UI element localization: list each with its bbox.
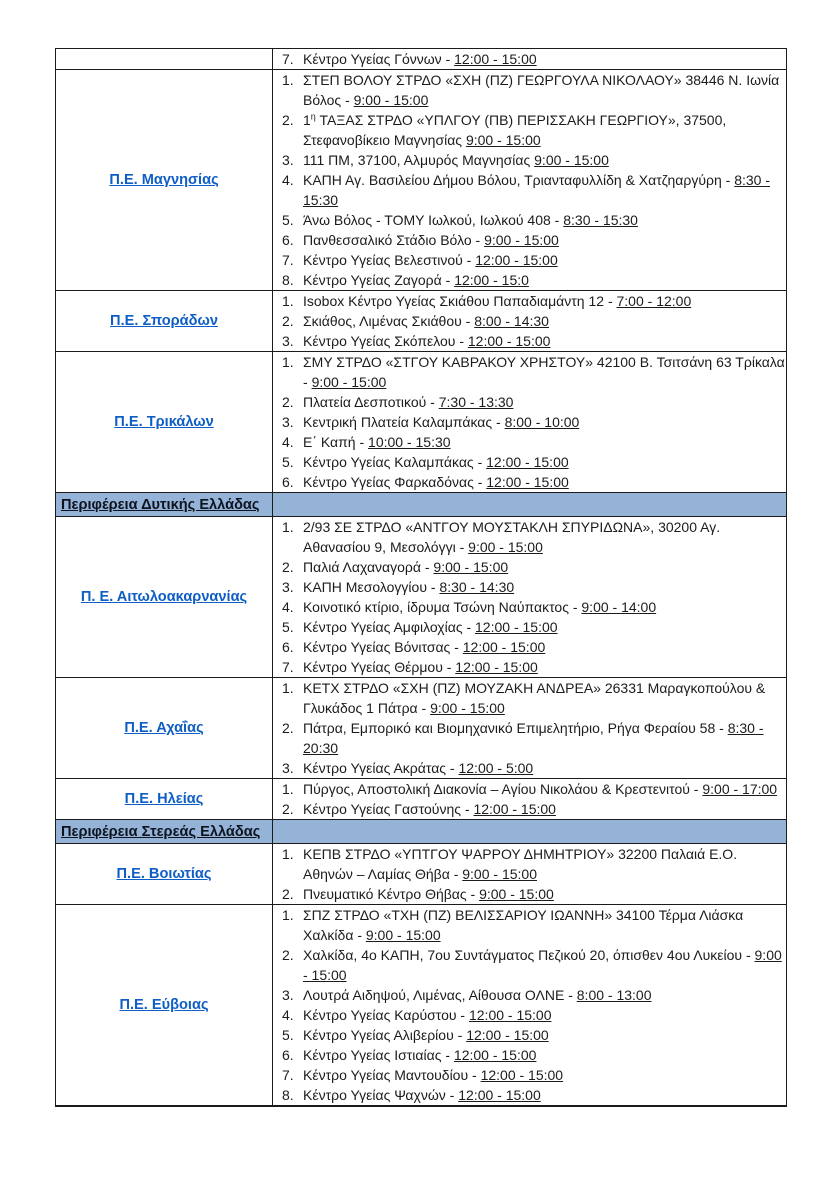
- location-item: [273, 392, 786, 412]
- location-text: ΣΜΥ ΣΤΡΔΟ «ΣΤΓΟΥ ΚΑΒΡΑΚΟΥ ΧΡΗΣΤΟΥ» 42100 Β. Τσιτσάνη 63 Τρίκαλα -: [303, 354, 785, 390]
- region-row: [56, 70, 787, 291]
- section-header-cell: [56, 820, 273, 844]
- location-item: [273, 291, 786, 311]
- item-number: 2.: [282, 886, 294, 902]
- item-number: 4.: [282, 434, 294, 450]
- item-number: 1.: [282, 354, 294, 370]
- item-number: 5.: [282, 619, 294, 635]
- location-text: Ε΄ Καπή -: [303, 434, 369, 450]
- location-text: Άνω Βόλος - ΤΟΜΥ Ιωλκού, Ιωλκού 408 -: [303, 212, 564, 228]
- item-number: 8.: [282, 272, 294, 288]
- time-range: 8:30 - 15:30: [563, 212, 638, 228]
- location-item: [273, 577, 786, 597]
- item-number: 6.: [282, 232, 294, 248]
- locations-cell: [273, 352, 787, 493]
- item-number: 7.: [282, 252, 294, 268]
- time-range: 12:00 - 15:00: [480, 1067, 564, 1083]
- region-label-link[interactable]: Π.Ε. Αχαΐας: [124, 720, 204, 736]
- locations-cell: [273, 49, 787, 70]
- region-row: [56, 678, 787, 779]
- location-text: ΚΑΠΗ Μεσολογγίου -: [303, 579, 440, 595]
- region-label-link[interactable]: Π.Ε. Σποράδων: [110, 313, 218, 329]
- item-number: 4.: [282, 599, 294, 615]
- time-range: 9:00 - 15:00: [311, 374, 387, 390]
- region-label-link[interactable]: Π.Ε. Εύβοιας: [119, 997, 209, 1013]
- location-text: Κέντρο Υγείας Γόννων -: [303, 51, 455, 67]
- time-range: 12:00 - 15:00: [486, 454, 569, 470]
- item-number: 6.: [282, 639, 294, 655]
- region-label-link[interactable]: Π.Ε. Τρικάλων: [114, 414, 214, 430]
- item-number: 5.: [282, 454, 294, 470]
- item-text: [303, 331, 786, 351]
- time-range: 12:00 - 15:0: [454, 272, 529, 288]
- location-text: Κέντρο Υγείας Θέρμου -: [303, 659, 456, 675]
- region-cell: [56, 678, 273, 779]
- region-label-link[interactable]: Π. Ε. Αιτωλοακαρνανίας: [80, 589, 248, 605]
- location-text: Κοινοτικό κτίριο, ίδρυμα Τσώνη Ναύπακτος -: [303, 599, 582, 615]
- time-range: 9:00 - 15:00: [468, 539, 543, 555]
- item-text: [303, 844, 786, 884]
- location-text: Κέντρο Υγείας Αμφιλοχίας -: [303, 619, 476, 635]
- location-text: ΣΤΕΠ ΒΟΛΟΥ ΣΤΡΔΟ «ΣΧΗ (ΠΖ) ΓΕΩΡΓΟΥΛΑ ΝΙΚΟΛΑΟΥ» 38446 Ν. Ιωνία Βόλος -: [303, 72, 780, 108]
- location-item: [273, 352, 786, 392]
- time-range: 9:00 - 15:00: [462, 866, 537, 882]
- item-number: 2.: [282, 559, 294, 575]
- time-range: 9:00 - 15:00: [534, 152, 609, 168]
- item-number: 3.: [282, 152, 294, 168]
- location-text: Παλιά Λαχαναγορά -: [303, 559, 434, 575]
- region-row: [56, 352, 787, 493]
- location-text: ΚΕΠΒ ΣΤΡΔΟ «ΥΠΤΓΟΥ ΨΑΡΡΟΥ ΔΗΜΗΤΡΙΟΥ» 32200 Παλαιά Ε.Ο. Αθηνών – Λαμίας Θήβα -: [303, 846, 738, 882]
- location-text: Κέντρο Υγείας Βελεστινού -: [303, 252, 476, 268]
- location-item: [273, 311, 786, 331]
- location-text: Κέντρο Υγείας Καρύστου -: [303, 1007, 469, 1023]
- location-text: Λουτρά Αιδηψού, Λιμένας, Αίθουσα ΟΛΝΕ -: [303, 987, 577, 1003]
- region-cell: [56, 779, 273, 820]
- time-range: 9:00 - 15:00: [303, 947, 782, 983]
- item-text: [303, 49, 786, 69]
- location-text: Κέντρο Υγείας Ψαχνών -: [303, 1087, 459, 1103]
- locations-cell: [273, 844, 787, 905]
- item-number: 1.: [282, 519, 294, 535]
- item-text: [303, 291, 786, 311]
- region-cell: [56, 844, 273, 905]
- time-range: 9:00 - 14:00: [581, 599, 657, 615]
- locations-cell: [273, 517, 787, 678]
- item-number: 3.: [282, 987, 294, 1003]
- item-number: 2.: [282, 947, 294, 963]
- location-item: [273, 1045, 786, 1065]
- section-header-row: [56, 493, 787, 517]
- region-row: [56, 517, 787, 678]
- location-text: 111 ΠΜ, 37100, Αλμυρός Μαγνησίας: [303, 152, 535, 168]
- time-range: 8:00 - 13:00: [576, 987, 652, 1003]
- locations-cell: [273, 291, 787, 352]
- region-cell: [56, 291, 273, 352]
- location-item: [273, 270, 786, 290]
- item-number: 3.: [282, 760, 294, 776]
- location-item: [273, 945, 786, 985]
- item-number: 6.: [282, 474, 294, 490]
- item-text: [303, 799, 786, 819]
- region-label-link[interactable]: Π.Ε. Βοιωτίας: [116, 866, 212, 882]
- item-text: [303, 432, 786, 452]
- item-text: [303, 617, 786, 637]
- region-row: [56, 905, 787, 1107]
- location-item: [273, 657, 786, 677]
- time-range: 12:00 - 15:00: [455, 659, 538, 675]
- location-text: Πανθεσσαλικό Στάδιο Βόλο -: [303, 232, 485, 248]
- time-range: 9:00 - 15:00: [433, 559, 509, 575]
- location-text: Isobox Κέντρο Υγείας Σκιάθου Παπαδιαμάντη 12 -: [303, 293, 617, 309]
- item-number: 7.: [282, 51, 294, 67]
- location-text: Κέντρο Υγείας Ζαγορά -: [303, 272, 455, 288]
- time-range: 8:30 - 14:30: [439, 579, 515, 595]
- location-item: [273, 1065, 786, 1085]
- location-item: [273, 799, 786, 819]
- time-range: 9:00 - 15:00: [484, 232, 559, 248]
- time-range: 12:00 - 15:00: [473, 801, 556, 817]
- item-number: 2.: [282, 313, 294, 329]
- location-text: 2/93 ΣΕ ΣΤΡΔΟ «ΑΝΤΓΟΥ ΜΟΥΣΤΑΚΛΗ ΣΠΥΡΙΔΩΝΑ», 30200 Αγ. Αθανασίου 9, Μεσολόγγι -: [303, 519, 721, 555]
- item-number: 2.: [282, 801, 294, 817]
- item-text: [303, 1025, 786, 1045]
- item-text: [303, 392, 786, 412]
- item-text: [303, 758, 786, 778]
- region-cell: [56, 352, 273, 493]
- location-text: Πάτρα, Εμπορικό και Βιομηχανικό Επιμελητήριο, Ρήγα Φεραίου 58 -: [303, 720, 728, 736]
- location-item: [273, 331, 786, 351]
- item-text: [303, 210, 786, 230]
- location-item: [273, 432, 786, 452]
- item-text: [303, 70, 786, 110]
- item-text: [303, 1045, 786, 1065]
- location-item: [273, 905, 786, 945]
- time-range: 12:00 - 15:00: [475, 619, 558, 635]
- item-text: [303, 170, 786, 210]
- locations-cell: [273, 678, 787, 779]
- item-number: 1.: [282, 293, 294, 309]
- location-text: Κέντρο Υγείας Μαντουδίου -: [303, 1067, 481, 1083]
- location-text: Σκιάθος, Λιμένας Σκιάθου -: [303, 313, 475, 329]
- item-text: [303, 557, 786, 577]
- item-text: [303, 452, 786, 472]
- location-text: Κέντρο Υγείας Φαρκαδόνας -: [303, 474, 487, 490]
- item-number: 4.: [282, 172, 294, 188]
- item-number: 7.: [282, 1067, 294, 1083]
- locations-cell: [273, 905, 787, 1107]
- item-number: 2.: [282, 394, 294, 410]
- item-number: 5.: [282, 212, 294, 228]
- location-text: Κεντρική Πλατεία Καλαμπάκας -: [303, 414, 505, 430]
- time-range: 7:00 - 12:00: [616, 293, 692, 309]
- location-text: ΤΑΞΑΣ ΣΤΡΔΟ «ΥΠΛΓΟΥ (ΠΒ) ΠΕΡΙΣΣΑΚΗ ΓΕΩΡΓΙΟΥ», 37500, Στεφανοβίκειο Μαγνησίας: [303, 112, 727, 148]
- location-item: [273, 110, 786, 150]
- time-range: 12:00 - 5:00: [458, 760, 534, 776]
- location-text: Κέντρο Υγείας Ακράτας -: [303, 760, 459, 776]
- location-text: Κέντρο Υγείας Βόνιτσας -: [303, 639, 463, 655]
- region-cell: [56, 49, 273, 70]
- item-text: [303, 110, 786, 150]
- item-number: 4.: [282, 1007, 294, 1023]
- time-range: 9:00 - 17:00: [702, 781, 778, 797]
- time-range: 9:00 - 15:00: [365, 927, 441, 943]
- schedule-table-body: [56, 49, 787, 1107]
- location-text: Κέντρο Υγείας Καλαμπάκας -: [303, 454, 487, 470]
- location-text: Κέντρο Υγείας Σκόπελου -: [303, 333, 468, 349]
- location-item: [273, 412, 786, 432]
- section-header-cell: [56, 493, 273, 517]
- item-number: 3.: [282, 414, 294, 430]
- item-text: [303, 1065, 786, 1085]
- item-text: [303, 472, 786, 492]
- locations-cell: [273, 779, 787, 820]
- time-range: 9:00 - 15:00: [430, 700, 505, 716]
- location-item: [273, 1085, 786, 1105]
- location-item: [273, 250, 786, 270]
- item-text: [303, 657, 786, 677]
- location-text: ΚΕΤΧ ΣΤΡΔΟ «ΣΧΗ (ΠΖ) ΜΟΥΖΑΚΗ ΑΝΔΡΕΑ» 26331 Μαραγκοπούλου & Γλυκάδος 1 Πάτρα -: [303, 680, 766, 716]
- location-item: [273, 678, 786, 718]
- location-item: [273, 472, 786, 492]
- item-number: 6.: [282, 1047, 294, 1063]
- item-text: [303, 352, 786, 392]
- section-header-label: Περιφέρεια Δυτικής Ελλάδας: [61, 496, 260, 513]
- time-range: 12:00 - 15:00: [458, 1087, 541, 1103]
- location-item: [273, 452, 786, 472]
- item-text: [303, 945, 786, 985]
- time-range: 12:00 - 15:00: [453, 1047, 537, 1063]
- region-cell: [56, 517, 273, 678]
- item-text: [303, 718, 786, 758]
- item-number: 8.: [282, 1087, 294, 1103]
- region-label-link[interactable]: Π.Ε. Μαγνησίας: [109, 172, 219, 188]
- superscript-text: η: [310, 111, 316, 122]
- location-item: [273, 517, 786, 557]
- item-text: [303, 270, 786, 290]
- time-range: 12:00 - 15:00: [454, 51, 537, 67]
- location-item: [273, 150, 786, 170]
- continuation-row: [56, 49, 787, 70]
- time-range: 12:00 - 15:00: [486, 474, 569, 490]
- item-text: [303, 1085, 786, 1105]
- section-header-cell-right: [273, 820, 787, 844]
- item-text: [303, 412, 786, 432]
- item-number: 3.: [282, 579, 294, 595]
- time-range: 7:30 - 13:30: [438, 394, 514, 410]
- item-text: [303, 597, 786, 617]
- location-text: Πνευματικό Κέντρο Θήβας -: [303, 886, 480, 902]
- location-text: Κέντρο Υγείας Ιστιαίας -: [303, 1047, 454, 1063]
- item-text: [303, 884, 786, 904]
- item-text: [303, 678, 786, 718]
- schedule-table: [55, 48, 787, 1107]
- location-text: Χαλκίδα, 4ο ΚΑΠΗ, 7ου Συντάγματος Πεζικού 20, όπισθεν 4ου Λυκείου -: [303, 947, 755, 963]
- time-range: 8:30 - 15:30: [303, 172, 770, 208]
- location-item: [273, 637, 786, 657]
- item-number: 5.: [282, 1027, 294, 1043]
- item-number: 1.: [282, 781, 294, 797]
- time-range: 8:30 - 20:30: [303, 720, 764, 756]
- location-text: Πύργος, Αποστολική Διακονία – Αγίου Νικολάου & Κρεστενιτού -: [303, 781, 703, 797]
- item-text: [303, 779, 786, 799]
- item-number: 2.: [282, 720, 294, 736]
- item-text: [303, 250, 786, 270]
- item-number: 3.: [282, 333, 294, 349]
- location-text: 1: [303, 112, 311, 128]
- location-item: [273, 210, 786, 230]
- item-text: [303, 517, 786, 557]
- section-header-cell-right: [273, 493, 787, 517]
- location-item: [273, 1025, 786, 1045]
- item-text: [303, 1005, 786, 1025]
- item-text: [303, 311, 786, 331]
- time-range: 9:00 - 15:00: [465, 132, 541, 148]
- location-item: [273, 985, 786, 1005]
- item-text: [303, 230, 786, 250]
- region-row: [56, 844, 787, 905]
- section-header-row: [56, 820, 787, 844]
- location-item: [273, 718, 786, 758]
- location-text: Κέντρο Υγείας Αλιβερίου -: [303, 1027, 467, 1043]
- region-label-link[interactable]: Π.Ε. Ηλείας: [124, 791, 204, 807]
- location-item: [273, 597, 786, 617]
- region-cell: [56, 905, 273, 1107]
- section-header-label: Περιφέρεια Στερεάς Ελλάδας: [61, 823, 261, 840]
- item-number: 1.: [282, 680, 294, 696]
- location-text: Κέντρο Υγείας Γαστούνης -: [303, 801, 474, 817]
- time-range: 12:00 - 15:00: [467, 333, 551, 349]
- location-item: [273, 49, 786, 69]
- time-range: 12:00 - 15:00: [466, 1027, 549, 1043]
- time-range: 9:00 - 15:00: [479, 886, 554, 902]
- location-item: [273, 758, 786, 778]
- region-row: [56, 779, 787, 820]
- time-range: 8:00 - 10:00: [504, 414, 580, 430]
- location-item: [273, 70, 786, 110]
- location-item: [273, 557, 786, 577]
- time-range: 12:00 - 15:00: [475, 252, 558, 268]
- region-row: [56, 291, 787, 352]
- time-range: 9:00 - 15:00: [353, 92, 429, 108]
- item-text: [303, 637, 786, 657]
- item-number: 2.: [282, 112, 294, 128]
- location-text: ΣΠΖ ΣΤΡΔΟ «ΤΧΗ (ΠΖ) ΒΕΛΙΣΣΑΡΙΟΥ ΙΩΑΝΝΗ» 34100 Τέρμα Λιάσκα Χαλκίδα -: [303, 907, 744, 943]
- location-item: [273, 170, 786, 210]
- location-item: [273, 884, 786, 904]
- item-text: [303, 150, 786, 170]
- locations-cell: [273, 70, 787, 291]
- item-number: 7.: [282, 659, 294, 675]
- item-number: 1.: [282, 72, 294, 88]
- location-item: [273, 617, 786, 637]
- item-text: [303, 905, 786, 945]
- time-range: 12:00 - 15:00: [462, 639, 546, 655]
- item-number: 1.: [282, 907, 294, 923]
- location-item: [273, 1005, 786, 1025]
- location-item: [273, 844, 786, 884]
- item-text: [303, 577, 786, 597]
- location-item: [273, 230, 786, 250]
- time-range: 8:00 - 14:30: [474, 313, 549, 329]
- location-item: [273, 779, 786, 799]
- time-range: 12:00 - 15:00: [468, 1007, 552, 1023]
- location-text: ΚΑΠΗ Αγ. Βασιλείου Δήμου Βόλου, Τριανταφυλλίδη & Χατζηαργύρη -: [303, 172, 735, 188]
- item-number: 1.: [282, 846, 294, 862]
- time-range: 10:00 - 15:30: [368, 434, 451, 450]
- location-text: Πλατεία Δεσποτικού -: [303, 394, 439, 410]
- region-cell: [56, 70, 273, 291]
- item-text: [303, 985, 786, 1005]
